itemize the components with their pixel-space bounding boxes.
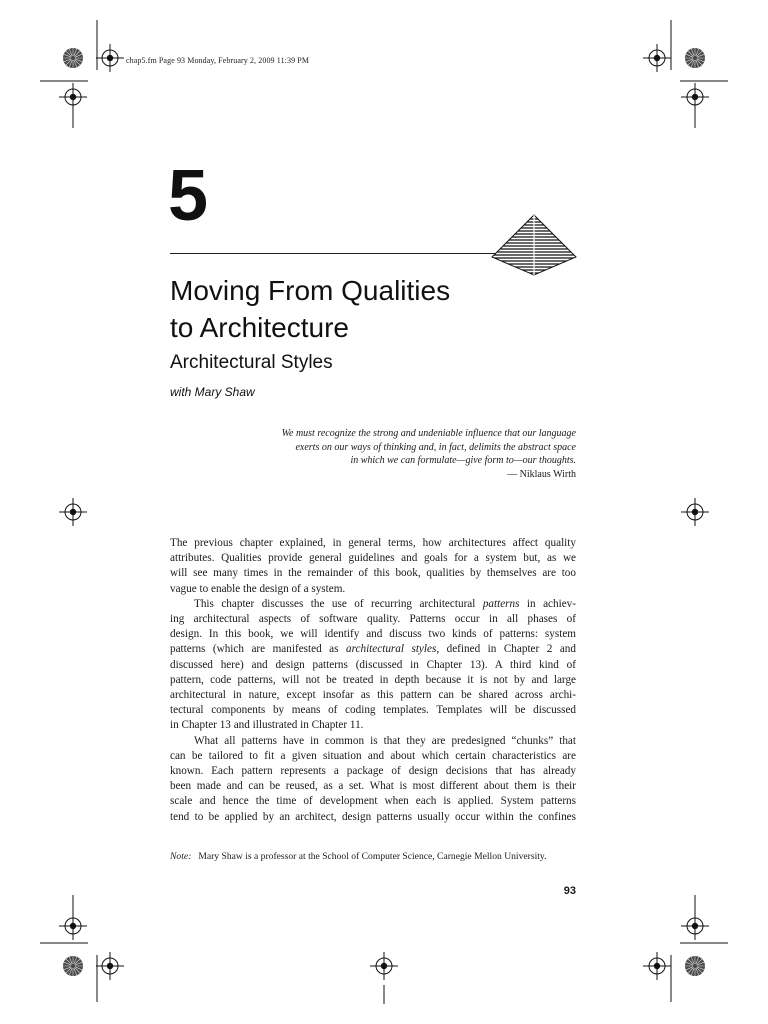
text-line: discussed here) and design patterns (discussed in Chapter 13). A third kind of bbox=[170, 658, 576, 671]
text-line: ing architectural aspects of software quality. Patterns occur in all phases of bbox=[170, 613, 576, 626]
paragraph-3 bbox=[170, 734, 576, 825]
text-line: tend to be applied by an architect, design patterns usually occur within the confines bbox=[170, 810, 576, 823]
text-run: patterns (which are manifested as bbox=[170, 643, 346, 656]
epigraph-attribution: — Niklaus Wirth bbox=[507, 468, 576, 480]
text-line: pattern, code patterns, will not be treated in depth because it is not by and large bbox=[170, 673, 576, 686]
text-line bbox=[170, 642, 576, 657]
chapter-subtitle: Architectural Styles bbox=[170, 352, 333, 373]
page-number: 93 bbox=[563, 885, 576, 897]
page-slug: chap5.fm Page 93 Monday, February 2, 2009 11:39 PM bbox=[126, 56, 310, 65]
footnote-text: Mary Shaw is a professor at the School of Computer Science, Carnegie Mellon University. bbox=[198, 851, 547, 862]
text-line: known. Each pattern represents a package of design decisions that has already bbox=[170, 765, 576, 778]
body-text bbox=[170, 536, 576, 825]
epigraph-line: exerts on our ways of thinking and, in fact, delimits the abstract space bbox=[295, 441, 576, 453]
chapter-number: 5 bbox=[168, 156, 209, 236]
chapter-title-line: Moving From Qualities bbox=[170, 275, 451, 306]
chapter-byline: with Mary Shaw bbox=[170, 385, 255, 399]
text-line: attributes. Qualities provide general guidelines and goals for a system but, as we bbox=[170, 552, 576, 565]
text-run: This chapter discusses the use of recurring architectural bbox=[194, 597, 483, 610]
footnote bbox=[170, 851, 576, 862]
emphasis-architectural-styles: architectural styles bbox=[345, 643, 437, 656]
text-line: The previous chapter explained, in general terms, how architectures affect quality bbox=[170, 537, 576, 549]
text-line: What all patterns have in common is that they are predesigned “chunks” that bbox=[194, 734, 576, 747]
text-line: in Chapter 13 and illustrated in Chapter 11. bbox=[170, 719, 364, 732]
text-line: will see many times in the remainder of this book, qualities by themselves are too bbox=[170, 567, 576, 580]
text-line: been made and can be reused, as a set. What is most different about them is their bbox=[170, 780, 576, 793]
pyramid-ornament bbox=[490, 213, 578, 277]
chapter-rule bbox=[170, 253, 495, 254]
epigraph-line: in which we can formulate—give form to—our thoughts. bbox=[350, 455, 576, 466]
text-line: scale and hence the time of development when each is applied. System patterns bbox=[170, 795, 576, 808]
footnote-label: Note: bbox=[170, 851, 192, 862]
text-run: , defined in Chapter 2 and bbox=[436, 643, 576, 656]
text-line: tectural components by means of coding templates. Templates will be discussed bbox=[170, 704, 576, 717]
chapter-title-line: to Architecture bbox=[170, 312, 349, 343]
epigraph-line: We must recognize the strong and undeniable influence that our language bbox=[281, 428, 576, 439]
text-line: design. In this book, we will identify and discuss two kinds of patterns: system bbox=[170, 628, 576, 641]
text-line: vague to enable the design of a system. bbox=[170, 582, 346, 595]
paragraph-1 bbox=[170, 536, 576, 597]
text-line: can be tailored to fit a given situation and about which certain characteristics are bbox=[170, 749, 576, 762]
chapter-title bbox=[170, 272, 570, 346]
paragraph-2 bbox=[170, 597, 576, 734]
epigraph bbox=[216, 427, 576, 481]
text-line bbox=[170, 597, 576, 612]
text-run: in achiev- bbox=[519, 597, 576, 610]
text-line: architectural in nature, except insofar as this pattern can be shared across archi- bbox=[170, 689, 576, 702]
emphasis-patterns: patterns bbox=[482, 597, 520, 610]
